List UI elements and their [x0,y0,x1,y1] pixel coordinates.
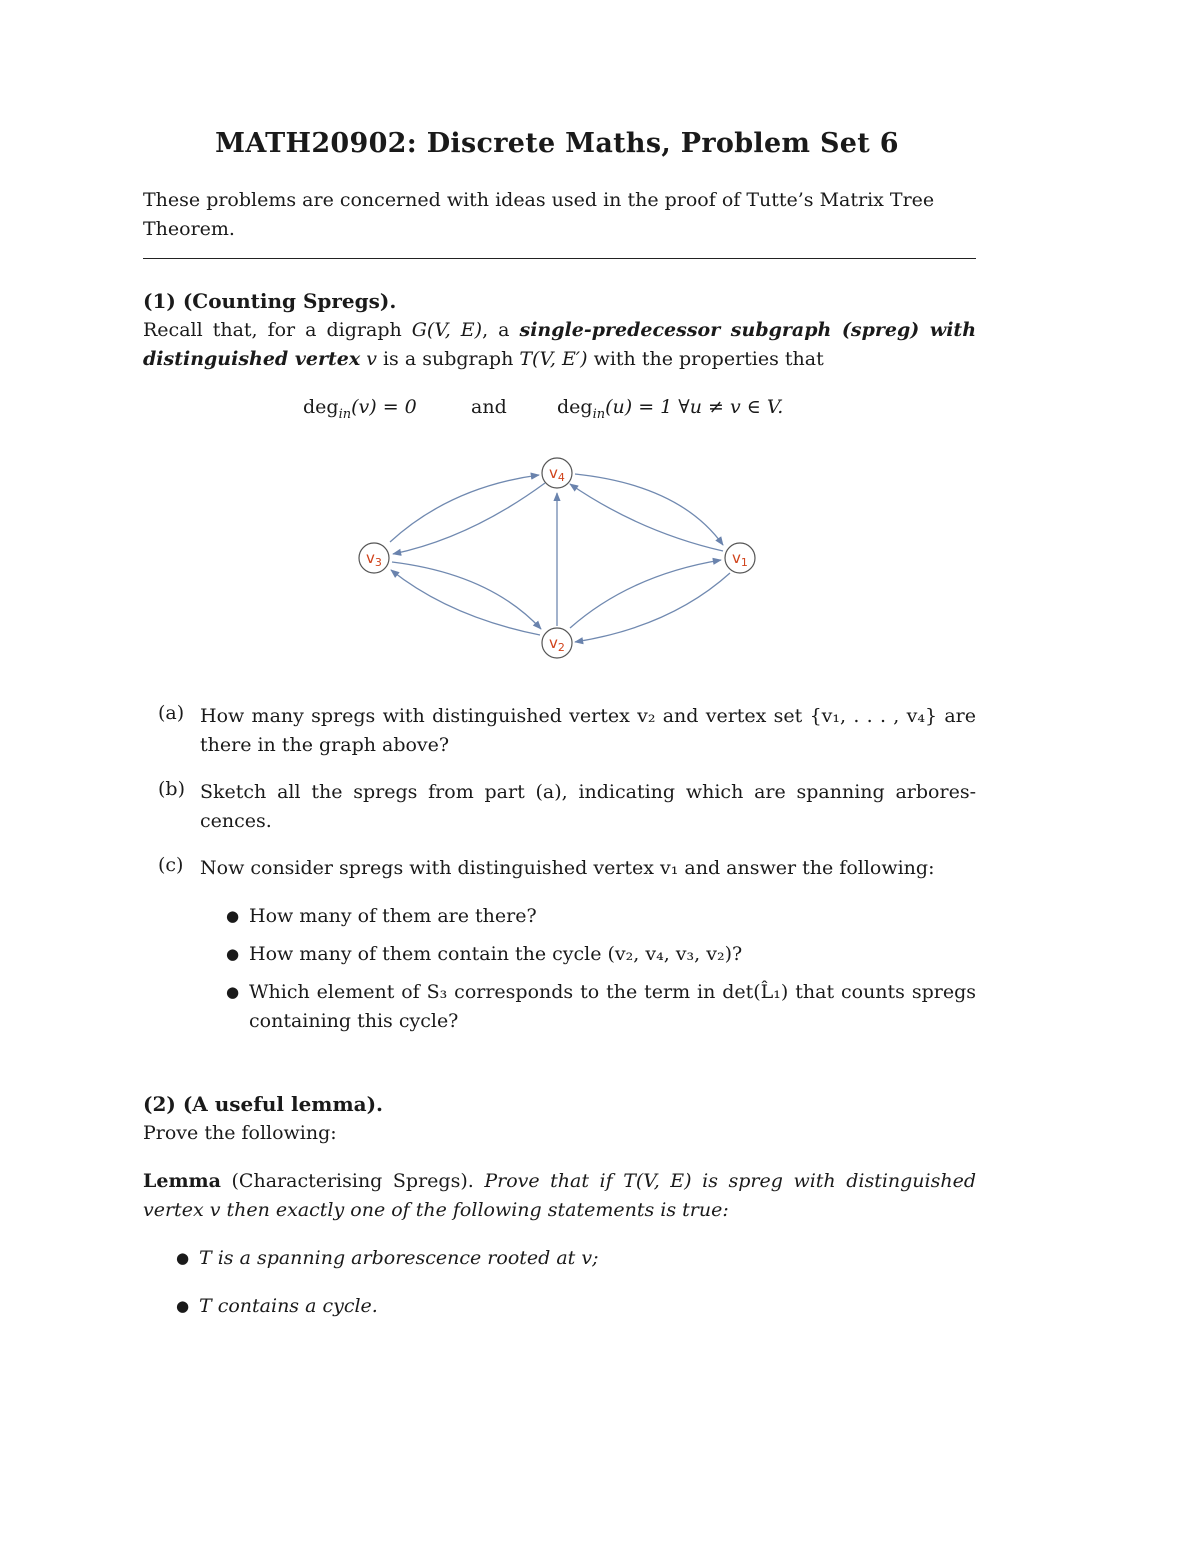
part-a-label: (a) [158,702,185,724]
digraph-figure [340,445,780,670]
definition-text: Recall that, for a digraph [143,319,412,341]
in-subscript: in [338,406,352,422]
definition-term: single-predecessor subgraph (spreg) with distinguished vertex [143,319,977,370]
degree-equation-left [303,396,417,422]
edge-v3-v2 [392,562,541,629]
bullet-icon: ● [176,1297,190,1315]
problem2-number: (2) [143,1092,176,1116]
problem2-prove: Prove the following: [143,1122,337,1144]
bullet-icon: ● [226,945,240,963]
definition-graph: G(V, E) [411,319,483,341]
vertex-label-v1: $v_1$ [732,549,748,569]
in-subscript: in [592,406,606,422]
bullet-icon: ● [226,983,240,1001]
lemma-word: Lemma [143,1170,221,1192]
edge-v1-v2 [575,573,730,642]
edge-v3-v4 [390,475,539,542]
edge-v4-v3 [393,483,545,554]
divider [143,258,976,259]
deg-label: deg [303,396,339,418]
deg-value: (v) = 0 [351,396,417,418]
page-title: MATH20902: Discrete Maths, Problem Set 6 [215,128,899,159]
definition-text: with the properties that [587,348,824,370]
problem1-number: (1) [143,289,176,313]
deg-label: deg [557,396,593,418]
problem1-title: (Counting Spregs). [182,289,397,313]
part-b-label: (b) [158,778,185,800]
vertex-label-v2: $v_2$ [549,634,565,654]
problem1-heading [143,289,396,313]
edge-v2-v1 [570,560,721,628]
part-c-bullet-3: Which element of S₃ corresponds to the term in det(L̂₁) that counts spregs containing this cycle? [249,981,976,1032]
lemma-bullet-2: T contains a cycle. [199,1295,378,1317]
part-c-label: (c) [158,854,184,876]
problem2-heading [143,1092,383,1116]
lemma-text: Prove that if T(V, E) is spreg with distinguished vertex v then exactly one of the following statements is true: [143,1170,977,1221]
definition-vertex: v [360,348,377,370]
definition-text: is a subgraph [376,348,520,370]
part-c-bullet-2: How many of them contain the cycle (v₂, v₄, v₃, v₂)? [249,943,743,965]
lemma-bullet-1: T is a spanning arborescence rooted at v; [199,1247,599,1269]
bullet-icon: ● [226,907,240,925]
edge-v1-v4 [570,484,723,551]
part-c-bullet-1: How many of them are there? [249,905,537,927]
lemma-statement [143,1167,976,1225]
edge-v4-v1 [575,474,723,545]
degree-equation-right [557,396,783,422]
part-b-text: Sketch all the spregs from part (a), indicating which are spanning arborescences. [200,781,976,832]
definition-subgraph: T(V, E′) [519,348,588,370]
definition-text: , a [482,319,520,341]
problem2-title: (A useful lemma). [182,1092,384,1116]
bullet-icon: ● [176,1249,190,1267]
intro-paragraph: These problems are concerned with ideas used in the proof of Tutte’s Matrix Tree Theorem. [143,189,935,240]
deg-value: (u) = 1 ∀u ≠ v ∈ V. [605,396,784,418]
part-a-text: How many spregs with distinguished vertex v₂ and vertex set {v₁, . . . , v₄} are there in the graph above? [200,705,976,756]
problem1-definition [143,316,976,374]
lemma-name: (Characterising Spregs). [220,1170,474,1192]
equation-and: and [471,396,507,418]
part-c-text: Now consider spregs with distinguished vertex v₁ and answer the following: [200,857,935,879]
vertex-label-v4: $v_4$ [549,464,565,484]
vertex-label-v3: $v_3$ [366,549,382,569]
